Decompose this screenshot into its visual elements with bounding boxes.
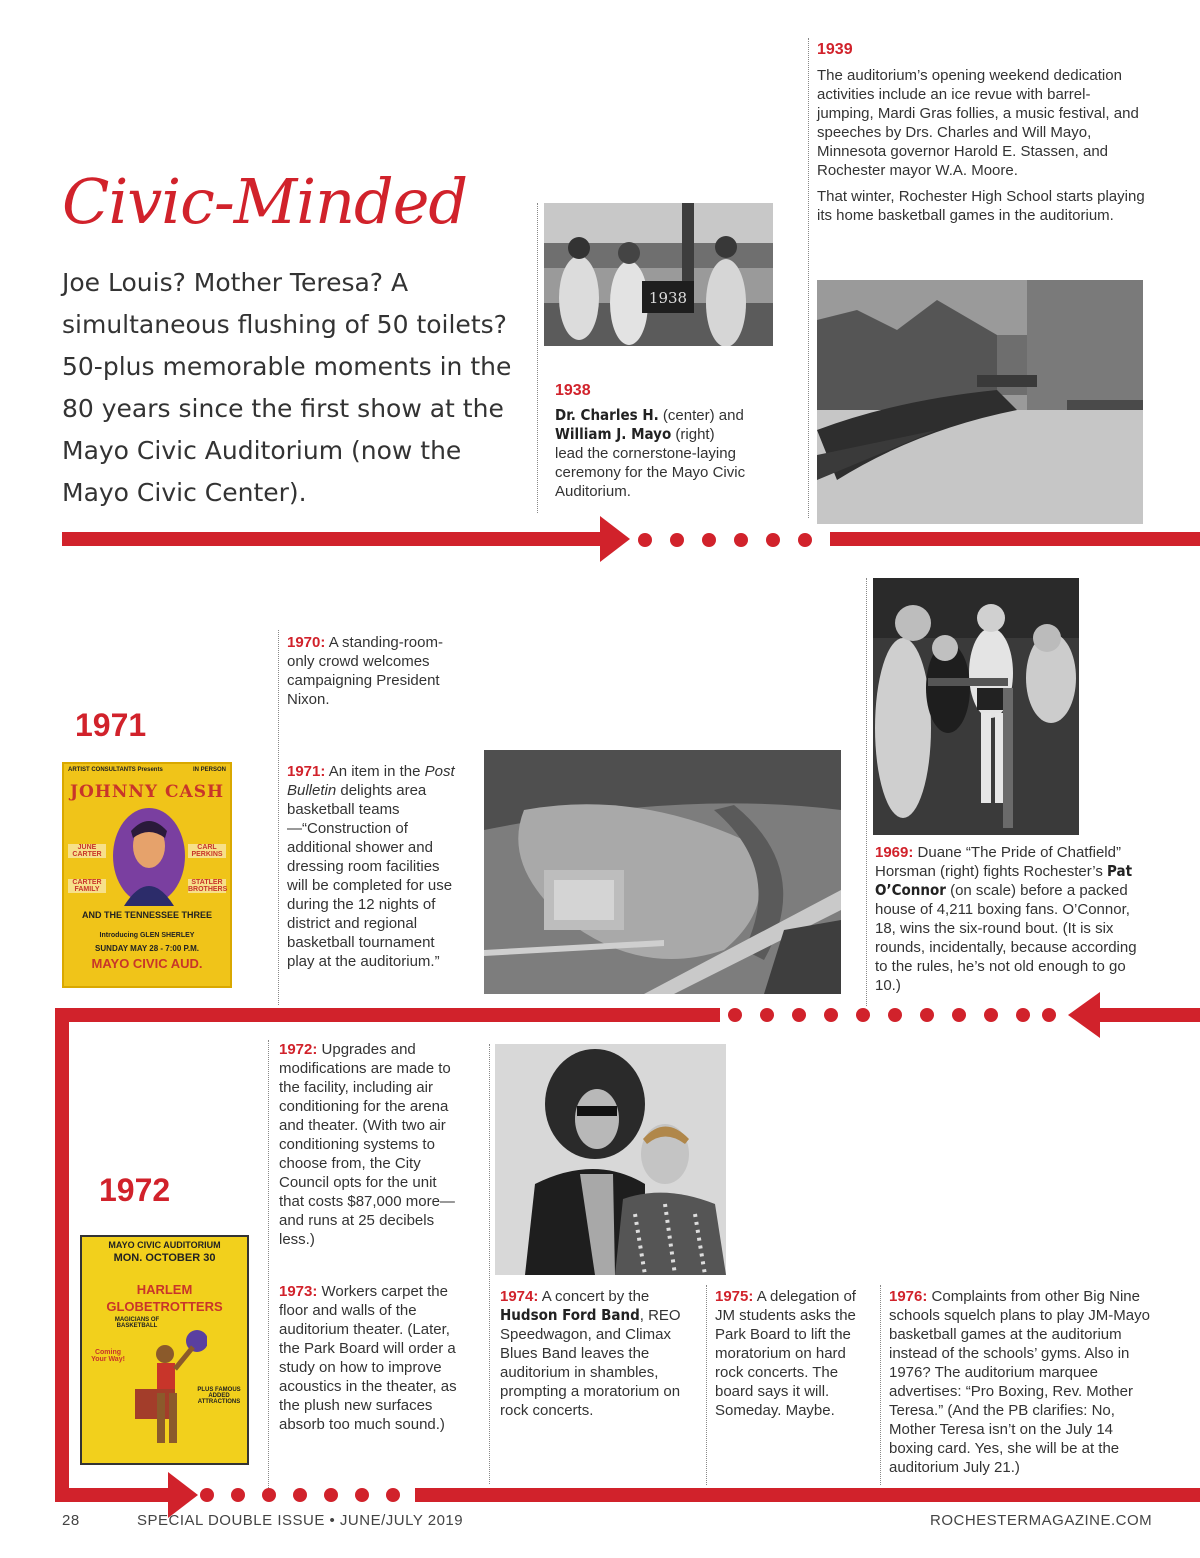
name-hudson-ford-band: Hudson Ford Band [500, 1306, 640, 1324]
caption-1976: 1976: Complaints from other Big Nine schools squelch plans to play JM-Mayo basketball games at the auditorium instead of the schools’ gyms. Also in 1976? The auditorium marquee advertises: “Pro Boxing, Rev. Mother Teresa.” (And the PB clarifies: No, Mother Teresa isn’t on the July 14 boxing card. Yes, she will be at the auditorium July 21.) [889, 1288, 1150, 1476]
poster-gt-venue: MAYO CIVIC AUDITORIUM [108, 1240, 221, 1250]
timeline-dot [324, 1488, 338, 1502]
year-1973: 1973: [279, 1283, 318, 1300]
poster-gt-coming: Coming Your Way! [91, 1349, 125, 1363]
photo-1974-hudson-ford [495, 1044, 726, 1275]
year-1969: 1969: [875, 844, 914, 861]
page-number: 28 [62, 1512, 80, 1529]
timeline-arrowhead-2 [1068, 992, 1100, 1038]
year-label-1971: 1971 [75, 707, 147, 743]
poster-harlem-globetrotters [80, 1235, 249, 1465]
website-link[interactable]: ROCHESTERMAGAZINE.COM [930, 1512, 1153, 1529]
year-1972: 1972: [279, 1041, 318, 1058]
poster-date: SUNDAY MAY 28 - 7:00 P.M. [95, 944, 199, 953]
timeline-dot [824, 1008, 838, 1022]
poster-gt-headline1: HARLEM [136, 1282, 193, 1297]
year-1939: 1939 [817, 41, 853, 58]
poster-gt-headline2: GLOBETROTTERS [106, 1299, 223, 1314]
timeline-bar-3b [415, 1488, 1200, 1502]
timeline-dot [231, 1488, 245, 1502]
timeline-dot [702, 533, 716, 547]
caption-1939: 1939 The auditorium’s opening weekend dedication activities include an ice revue with barrel-jumping, Mardi Gras follies, a music festival, and speeches by Drs. Charles and Will Mayo, Minnesota governor Harold E. Stassen, and Rochester mayor W.A. Moore. That winter, Rochester High School starts playing its home basketball games in the auditorium. [817, 40, 1147, 225]
timeline-dot [792, 1008, 806, 1022]
timeline-connector [55, 1008, 69, 1495]
poster-presenter: ARTIST CONSULTANTS Presents [68, 767, 163, 773]
timeline-dot [920, 1008, 934, 1022]
timeline-bar-1b [830, 532, 1200, 546]
year-1970: 1970: [287, 634, 326, 651]
timeline-dot [386, 1488, 400, 1502]
poster-june-carter: JUNE CARTER [68, 844, 106, 858]
year-1938: 1938 [555, 382, 591, 399]
divider-1938 [537, 203, 538, 513]
caption-1972: 1972: Upgrades and modifications are made to the facility, including air conditioning for the arena and theater. (With two air conditioning systems to choose from, the City Council opts for the unit that costs $87,000 more—and runs at 25 decibels less.) [279, 1041, 455, 1248]
divider-1970 [278, 630, 279, 1005]
photo-1938-cornerstone [544, 203, 773, 346]
poster-gt-sub: MAGICIANS OF BASKETBALL [114, 1317, 160, 1329]
johnny-cash-portrait [109, 806, 189, 906]
timeline-dot [200, 1488, 214, 1502]
poster-gt-plus: PLUS FAMOUS ADDED ATTRACTIONS [197, 1387, 241, 1405]
cornerstone-label: 1938 [648, 289, 688, 307]
caption-1975: 1975: A delegation of JM students asks the Park Board to lift the moratorium on hard rock concerts. The board says it will. Someday. Maybe. [715, 1288, 856, 1419]
divider-1939 [808, 38, 809, 518]
name-william-mayo: William J. Mayo [555, 425, 672, 443]
year-1975: 1975: [715, 1288, 754, 1305]
publication-name: Post Bulletin [287, 763, 455, 799]
poster-glen-sherley: Introducing GLEN SHERLEY [99, 932, 195, 939]
timeline-dot [984, 1008, 998, 1022]
divider-1975 [706, 1285, 707, 1485]
poster-gt-date: MON. OCTOBER 30 [113, 1252, 216, 1264]
timeline-dot [293, 1488, 307, 1502]
timeline-dot [728, 1008, 742, 1022]
timeline-dot [798, 533, 812, 547]
timeline-bar-1 [62, 532, 602, 546]
timeline-dot [1016, 1008, 1030, 1022]
caption-1973: 1973: Workers carpet the floor and walls of the auditorium theater. (Later, the Park Board will order a study on how to improve acoustics in the theater, as the plush new surfaces absorb too much sound.) [279, 1283, 457, 1433]
photo-1939-crowd [817, 280, 1143, 524]
poster-venue: MAYO CIVIC AUD. [91, 956, 203, 971]
caption-1969: 1969: Duane “The Pride of Chatfield” Horsman (right) fights Rochester’s Pat O’Connor (on scale) before a packed house of 4,211 boxing fans. O’Connor, 18, wins the six-round bout. (It is six rounds, incidentally, because according to the rules, he’s not old enough to go 10.) [875, 844, 1137, 994]
photo-aerial-auditorium [484, 750, 841, 994]
timeline-bar-2 [55, 1008, 720, 1022]
name-charles-mayo: Dr. Charles H. [555, 406, 659, 424]
divider-1972 [268, 1040, 269, 1488]
poster-headline: JOHNNY CASH [69, 782, 225, 802]
poster-carl-perkins: CARL PERKINS [188, 844, 226, 858]
timeline-dot [734, 533, 748, 547]
timeline-dot [760, 1008, 774, 1022]
year-1971: 1971: [287, 763, 326, 780]
poster-statler-brothers: STATLER BROTHERS [188, 879, 228, 893]
divider-1976 [880, 1285, 881, 1485]
timeline-dot [262, 1488, 276, 1502]
poster-johnny-cash [62, 762, 232, 988]
divider-1969 [866, 578, 867, 1006]
timeline-dot [355, 1488, 369, 1502]
globetrotter-player-illustration [127, 1329, 207, 1459]
timeline-dot [952, 1008, 966, 1022]
caption-1970: 1970: A standing-room-only crowd welcomes campaigning President Nixon. [287, 634, 443, 708]
year-label-1972: 1972 [99, 1172, 171, 1208]
divider-1974 [489, 1044, 490, 1484]
caption-1971: 1971: An item in the Post Bulletin delights area basketball teams—“Construction of additional shower and dressing room facilities will be completed for use during the 12 nights of district and regional basketball tournament play at the auditorium.” [287, 763, 455, 970]
intro-text: Joe Louis? Mother Teresa? A simultaneous flushing of 50 toilets? 50-plus memorable moments in the 80 years since the first show at the Mayo Civic Auditorium (now the Mayo Civic Center). [62, 268, 512, 507]
issue-label: SPECIAL DOUBLE ISSUE • JUNE/JULY 2019 [137, 1512, 464, 1529]
poster-tennessee-three: AND THE TENNESSEE THREE [81, 910, 213, 920]
poster-in-person: IN PERSON [192, 767, 226, 773]
year-1974: 1974: [500, 1288, 539, 1305]
timeline-bar-3 [55, 1488, 180, 1502]
timeline-bar-2b [1098, 1008, 1200, 1022]
photo-1969-boxing-weighin [873, 578, 1079, 835]
year-1976: 1976: [889, 1288, 928, 1305]
timeline-dot [638, 533, 652, 547]
timeline-dot [888, 1008, 902, 1022]
timeline-dot [670, 533, 684, 547]
name-pat-oconnor: Pat O’Connor [875, 862, 1133, 899]
caption-1938: 1938 Dr. Charles H. (center) and William J. Mayo (right) lead the cornerstone-laying ceremony for the Mayo Civic Auditorium. [555, 381, 770, 501]
timeline-dot [1042, 1008, 1056, 1022]
poster-carter-family: CARTER FAMILY [68, 879, 106, 893]
timeline-dot [766, 533, 780, 547]
timeline-arrowhead-1 [600, 516, 630, 562]
page-title: Civic-Minded [62, 165, 468, 238]
timeline-dot [856, 1008, 870, 1022]
caption-1974: 1974: A concert by the Hudson Ford Band, REO Speedwagon, and Climax Blues Band leaves the auditorium in shambles, prompting a moratorium on rock concerts. [500, 1288, 681, 1419]
